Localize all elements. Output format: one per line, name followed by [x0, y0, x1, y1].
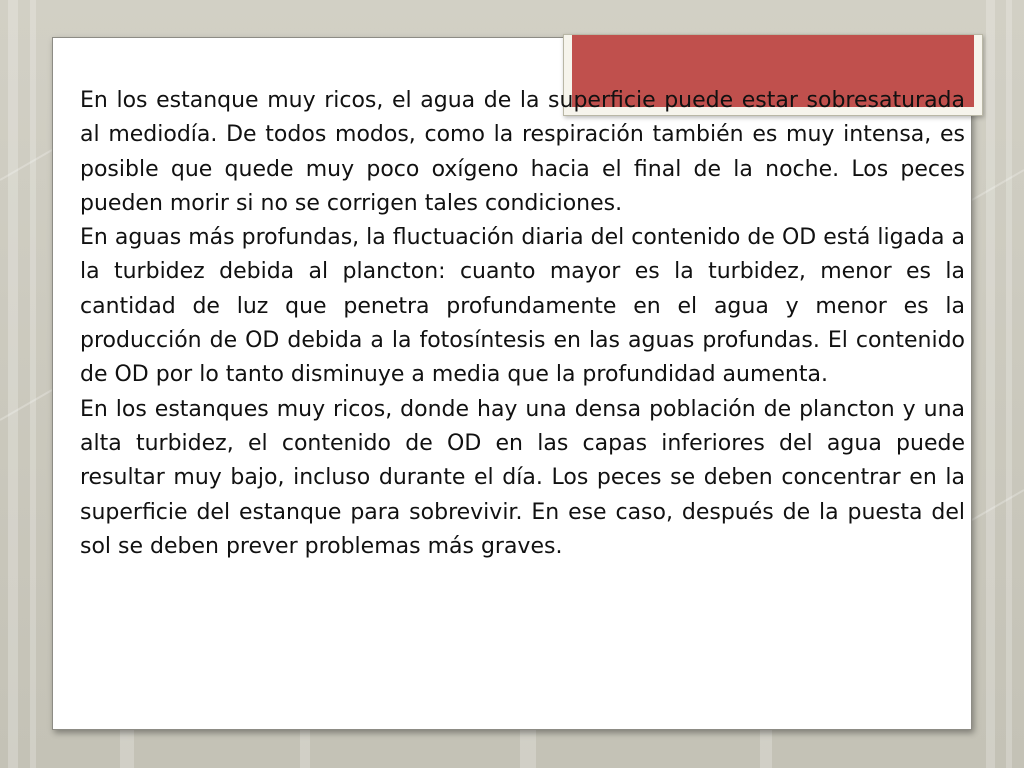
paragraph-2: En aguas más profundas, la fluctuación diaria del contenido de OD está ligada a la turbidez debida al plancton: cuanto mayor es la turbidez, menor es la cantidad de luz que penetra profundamente en el agua y menor es la producción de OD debida a la fotosíntesis en las aguas profundas. El contenido de OD por lo tanto disminuye a media que la profundidad aumenta. [80, 225, 965, 388]
paragraph-3: En los estanques muy ricos, donde hay una densa población de plancton y una alta turbidez, el contenido de OD en las capas inferiores del agua puede resultar muy bajo, incluso durante el día. Los peces se deben concentrar en la superficie del estanque para sobrevivir. En ese caso, después de la puesta del sol se deben prever problemas más graves. [80, 396, 965, 559]
body-text [80, 84, 965, 564]
paragraph-1: En los estanque muy ricos, el agua de la superficie puede estar sobresaturada al mediodía. De todos modos, como la respiración también es muy intensa, es posible que quede muy poco oxígeno hacia el final de la noche. Los peces pueden morir si no se corrigen tales condiciones. [80, 88, 965, 216]
